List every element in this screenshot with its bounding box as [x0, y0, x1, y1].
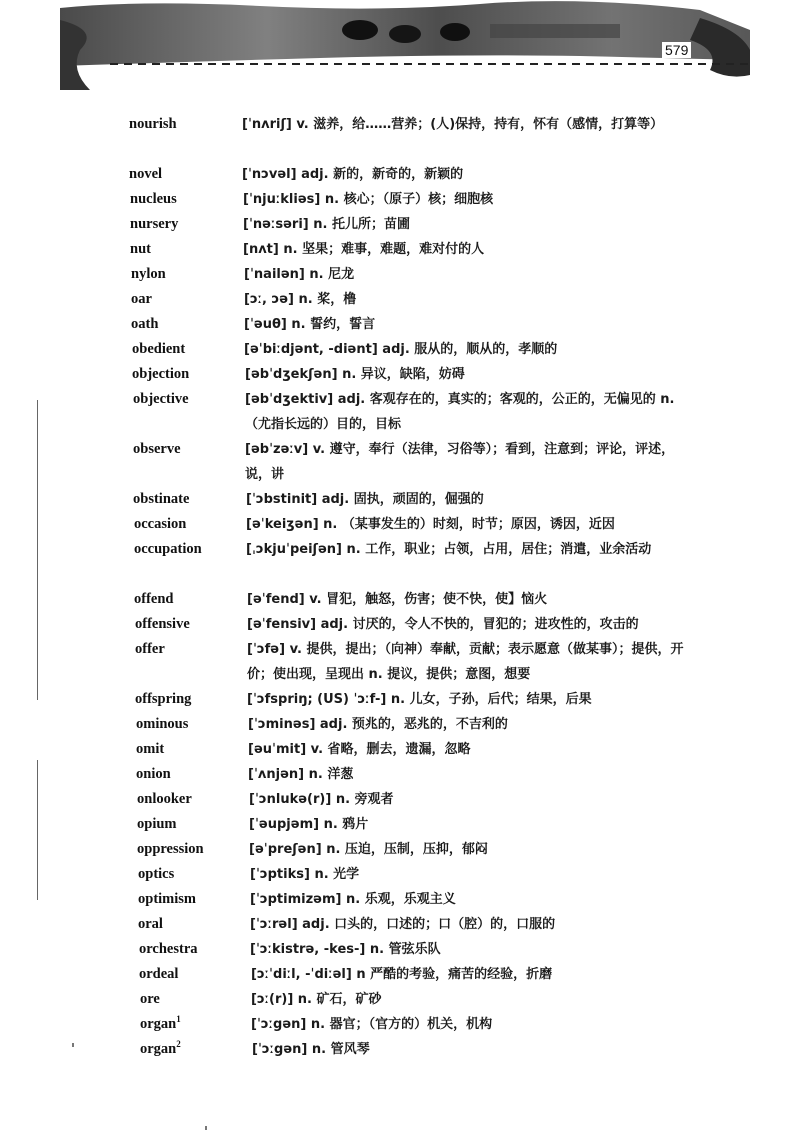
definition: [əbˈzəːv] v. 遵守，奉行（法律，习俗等）；看到，注意到；评论，评述，说，讲 [245, 442, 675, 482]
headword-text: nourish [129, 116, 177, 132]
headword [133, 387, 233, 412]
headword [139, 962, 239, 987]
headword [135, 687, 235, 712]
definition: [əˈbiːdjənt, -diənt] adj. 服从的，顺从的，孝顺的 [244, 342, 558, 357]
headword-text: nucleus [130, 191, 177, 207]
headword [135, 612, 235, 637]
definition: [ˈɔfspriŋ; (US) ˈɔːf-] n. 儿女，子孙，后代；结果，后果 [247, 692, 592, 707]
headword [131, 312, 231, 337]
definition: [ˌɔkjuˈpeiʃən] n. 工作，职业；占领，占用，居住；消遣，业余活动 [246, 542, 652, 557]
definition: [ɔː(r)] n. 矿石，矿砂 [251, 992, 382, 1007]
definition: [əˈfensiv] adj. 讨厌的，令人不快的，冒犯的；进攻性的，攻击的 [247, 617, 639, 632]
header-decoration [60, 0, 750, 92]
headword [137, 812, 237, 837]
headword [131, 287, 231, 312]
headword-text: novel [129, 166, 163, 182]
headword-text: nylon [131, 266, 166, 282]
headword [138, 862, 238, 887]
headword [131, 262, 231, 287]
headword [135, 637, 235, 662]
headword [136, 762, 236, 787]
headword-text: omit [136, 741, 165, 757]
headword [137, 787, 237, 812]
definition: [əbˈdʒektiv] adj. 客观存在的，真实的；客观的，公正的，无偏见的 n. （尤指长远的）目的，目标 [245, 392, 675, 432]
definition: [ˈnɔvəl] adj. 新的，新奇的，新颖的 [242, 167, 464, 182]
headword-text: obstinate [133, 491, 190, 507]
headword-text: ore [140, 991, 160, 1007]
headword [130, 187, 230, 212]
scan-speck [72, 1043, 74, 1047]
headword-text: optics [138, 866, 175, 882]
headword [140, 1012, 240, 1037]
headword-text: objective [133, 391, 189, 407]
headword-text: occasion [134, 516, 187, 532]
headword-text: organ [140, 1016, 177, 1032]
headword [140, 1037, 240, 1062]
headword [138, 887, 238, 912]
definition: [ˈɔːrəl] adj. 口头的，口述的；口（腔）的，口服的 [250, 917, 556, 932]
headword-text: optimism [138, 891, 196, 907]
definition: [əuˈmit] v. 省略，删去，遗漏，忽略 [248, 742, 471, 757]
headword-text: oath [131, 316, 159, 332]
headword-text: observe [133, 441, 181, 457]
definition: [ˈɔːkistrə, -kes-] n. 管弦乐队 [250, 942, 441, 957]
definition: [ˈɔfə] v. 提供，提出；（向神）奉献，贡献；表示愿意（做某事）；提供，开价；使出现，呈现出 n. 提议，提供；意图，想要 [247, 642, 684, 682]
definition: [ˈnjuːkliəs] n. 核心；（原子）核；细胞核 [243, 192, 494, 207]
headword [140, 987, 240, 1012]
definition: [ˈɔbstinit] adj. 固执，顽固的，倔强的 [246, 492, 484, 507]
definition: [ˈnʌriʃ] v. 滋养，给……营养；(人)保持，持有，怀有（感情，打算等） [242, 117, 664, 132]
headword-text: oppression [137, 841, 204, 857]
definition: [əˈkeiʒən] n. （某事发生的）时刻，时节；原因，诱因，近因 [246, 517, 615, 532]
headword [129, 162, 229, 187]
decorative-header-band [60, 0, 750, 92]
headword-text: offend [134, 591, 174, 607]
definition: [ˈɔminəs] adj. 预兆的，恶兆的，不吉利的 [248, 717, 508, 732]
definition: [ˈəuθ] n. 誓约，誓言 [244, 317, 376, 332]
headword-text: onion [136, 766, 171, 782]
definition: [ˈnailən] n. 尼龙 [244, 267, 355, 282]
headword-text: opium [137, 816, 177, 832]
headword-text: nursery [130, 216, 179, 232]
headword-text: ordeal [139, 966, 179, 982]
definition: [əˈfend] v. 冒犯，触怒，伤害；使不快，使】恼火 [247, 592, 548, 607]
definition: [ˈɔnlukə(r)] n. 旁观者 [249, 792, 394, 807]
homonym-number: 1 [176, 1014, 181, 1025]
headword [133, 487, 233, 512]
margin-rule [37, 760, 38, 900]
definition: [əˈpreʃən] n. 压迫，压制，压抑，郁闷 [249, 842, 488, 857]
headword [136, 737, 236, 762]
headword-text: offer [135, 641, 165, 657]
headword-text: nut [130, 241, 151, 257]
definition: [ˈɔptiks] n. 光学 [250, 867, 360, 882]
headword-text: organ [140, 1041, 177, 1057]
headword [136, 712, 236, 737]
homonym-number: 2 [176, 1039, 181, 1050]
headword [130, 237, 230, 262]
definition: [əbˈdʒekʃən] n. 异议，缺陷，妨碍 [245, 367, 465, 382]
headword [130, 212, 230, 237]
headword-text: oar [131, 291, 152, 307]
headword-text: occupation [134, 541, 202, 557]
headword [137, 837, 237, 862]
definition: [ˈʌnjən] n. 洋葱 [248, 767, 354, 782]
definition: [ɔːˈdiːl, -ˈdiːəl] n 严酷的考验，痛苦的经验，折磨 [251, 967, 553, 982]
headword [132, 362, 232, 387]
definition: [ˈɔːgən] n. 器官；（官方的）机关，机构 [251, 1017, 493, 1032]
scan-speck [205, 1126, 207, 1130]
headword [139, 937, 239, 962]
headword [132, 337, 232, 362]
headword [129, 112, 229, 137]
definition: [nʌt] n. 坚果；难事，难题，难对付的人 [243, 242, 485, 257]
headword-text: offspring [135, 691, 192, 707]
headword-text: orchestra [139, 941, 198, 957]
definition: [ɔː, ɔə] n. 桨，橹 [244, 292, 357, 307]
headword [134, 537, 234, 562]
headword [133, 437, 233, 462]
definition: [ˈɔːgən] n. 管风琴 [252, 1042, 370, 1057]
page-number: 579 [662, 42, 691, 58]
headword-text: obedient [132, 341, 186, 357]
headword [134, 587, 234, 612]
headword-text: onlooker [137, 791, 192, 807]
headword-text: objection [132, 366, 190, 382]
definition: [ˈəupjəm] n. 鸦片 [249, 817, 369, 832]
headword-text: ominous [136, 716, 189, 732]
headword-text: oral [138, 916, 163, 932]
headword [134, 512, 234, 537]
definition: [ˈɔptimizəm] n. 乐观，乐观主义 [250, 892, 456, 907]
headword-text: offensive [135, 616, 190, 632]
margin-rule [37, 400, 38, 700]
definition: [ˈnəːsəri] n. 托儿所；苗圃 [243, 217, 410, 232]
headword [138, 912, 238, 937]
